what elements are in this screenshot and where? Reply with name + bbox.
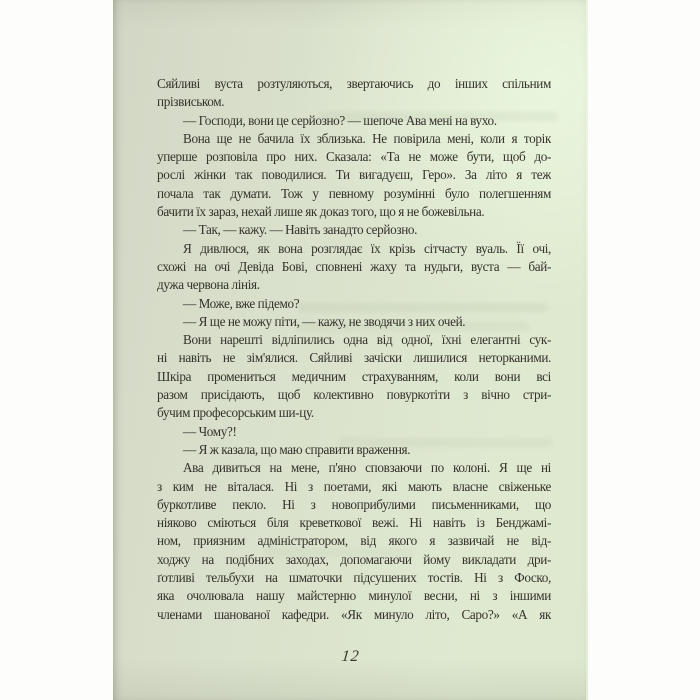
text-line: ні навіть не зім'ялися. Сяйливі зачіски лишилися неторканими. <box>157 350 551 366</box>
text-line: Сяйливі вуста розтуляються, звертаючись до інших спільним <box>157 76 551 91</box>
text-line: — Чому?! <box>183 423 237 439</box>
text-line: буркотливе пекло. Ні з новоприбулими письменниками, що <box>157 496 551 512</box>
text-line: дужа червона лінія. <box>157 277 260 293</box>
page-text <box>157 75 551 624</box>
text-line: ніяково сміються біля креветкової вежі. Ні навіть із Бенджамі- <box>157 515 551 531</box>
text-line: бучим професорським ши-цу. <box>157 405 314 421</box>
text-line: уперше розповіла про них. Сказала: «Та не може бути, щоб до- <box>157 149 551 165</box>
text-line: бачити їх зараз, нехай лише як доказ того, що я не божевільна. <box>157 204 485 220</box>
page-number: 12 <box>340 648 361 665</box>
text-line: рослі жінки так поводилися. Ти вигадуєш, Геро». За літо я теж <box>157 167 551 183</box>
text-line: — Так, — кажу. — Навіть занадто серйозно. <box>183 222 418 238</box>
text-line: Вона ще не бачила їх зблизька. Не повірила мені, коли я торік <box>183 130 551 146</box>
text-line: — Господи, вони це серйозно? — шепоче Ава мені на вухо. <box>183 112 497 128</box>
text-line: ном, приязним адміністратором, від якого я зазвичай не від- <box>157 533 551 549</box>
text-line: членами шанованої кафедри. «Як минуло літо, Саро?» «А як <box>157 606 551 622</box>
text-line: яка очолювала нашу майстерню минулої весни, ні з іншими <box>157 588 551 604</box>
text-line: Я дивлюся, як вона розглядає їх крізь сітчасту вуаль. Її очі, <box>183 240 551 256</box>
text-line: схожі на очі Девіда Бові, сповнені жаху та нудьги, вуста — бай- <box>157 258 551 274</box>
text-line: Ава дивиться на мене, п'яно сповзаючи по колоні. Я ще ні <box>183 460 551 476</box>
text-line: прізвиськом. <box>157 94 225 110</box>
text-line: почала так думати. Тож у певному розумінні було полегшенням <box>157 185 551 201</box>
text-line: Шкіра промениться медичним страхуванням, коли вони всі <box>157 368 551 384</box>
text-line: — Я ж казала, що маю справити враження. <box>183 441 411 457</box>
text-line: — Я ще не можу піти, — кажу, не зводячи з них очей. <box>183 313 466 329</box>
text-line: з ким не віталася. Ні з поетами, які мають власне свіженьке <box>157 478 551 494</box>
book-page <box>113 0 588 700</box>
text-line: Вони нарешті відліпились одна від одної, їхні елегантні сук- <box>183 332 551 348</box>
text-line: разом присідають, щоб колективно повуркотіти з вічно стри- <box>157 387 551 403</box>
text-line: ґотливі тельбухи на шматочки підсушених тостів. Ні з Фоско, <box>157 570 551 586</box>
page-edge <box>586 0 588 700</box>
text-line: — Може, вже підемо? <box>183 295 300 311</box>
text-line: ходжу на подібних заходах, допомагаючи йому викладати дри- <box>157 551 551 567</box>
